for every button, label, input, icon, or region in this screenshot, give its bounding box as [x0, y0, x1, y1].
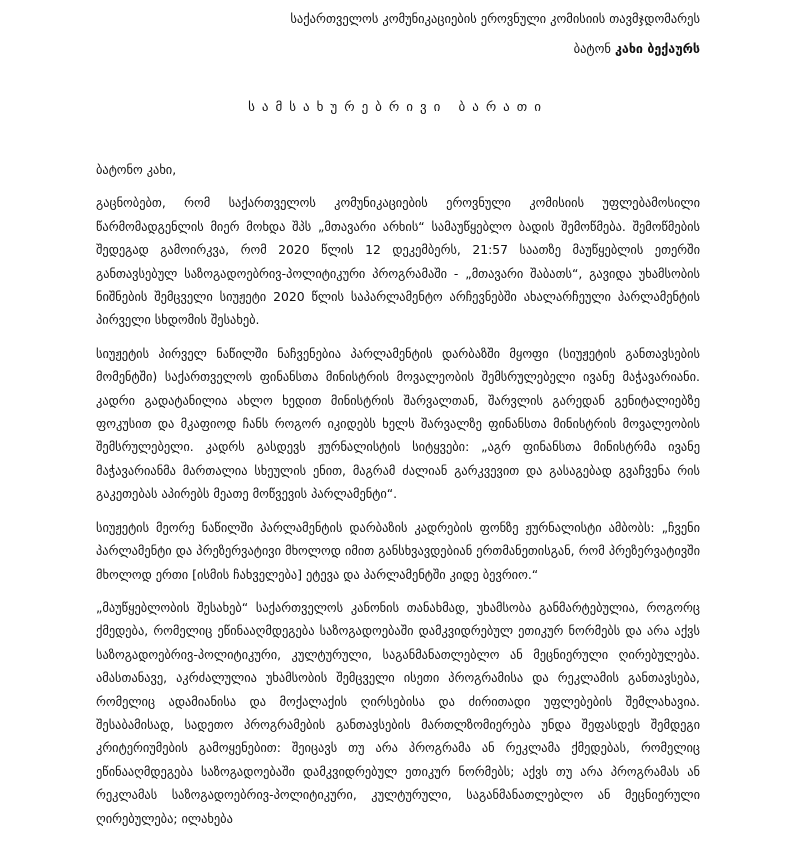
- addressee-name: კახი ბექაურს: [614, 41, 700, 56]
- document-body: [96, 158, 700, 840]
- paragraph-2: სიუჟეტის პირველ ნაწილში ნაჩვენებია პარლამენტის დარბაზში მყოფი (სიუჟეტის განთავსების მომენტში) საქართველოს ფინანსთა მინისტრის მოვალეობის შემსრულებელი ივანე მაჭავარიანი. კადრი გადატანილია ახლო ხედით მინისტრის შარვალთან, შარვლის გარედან გენიტალიებზე ფოკუსით და მკაფიოდ ჩანს როგორ იკიდებს ხელს შარვალზე ფინანსთა მინისტრის მოვალეობის შემსრულებელი. კადრს გასდევს ჟურნალისტის სიტყვები: „აგრ ფინანსთა მინისტრმა ივანე მაჭავარიანმა მართალია სხეულის ენით, მაგრამ ძალიან გარკვევით და გასაგებად გვაჩვენა რის გაკეთებას აპირებს მეათე მოწვევის პარლამენტი“.: [96, 345, 700, 502]
- paragraph-1: გაცნობებთ, რომ საქართველოს კომუნიკაციების ეროვნული კომისიის უფლებამოსილი წარმომადგენლის მიერ მოხდა შპს „მთავარი არხის“ სამაუწყებლო ბადის შემოწმება. შემოწმების შედეგად გამოირკვა, რომ 2020 წლის 12 დეკემბერს, 21:57 საათზე მაუწყებლის ეთერში განთავსებულ საზოგადოებრივ-პოლიტიკური პროგრამაში - „მთავარი შაბათს“, გავიდა უხამსობის ნიშნების შემცველი სიუჟეტი 2020 წლის საპარლამენტო არჩევნებში ახალარჩეული პარლამენტის პირველი სხდომის შესახებ.: [96, 195, 700, 328]
- greeting: ბატონო კახი,: [96, 162, 177, 177]
- addressee-name-line: [574, 37, 700, 61]
- addressee-line: საქართველოს კომუნიკაციების ეროვნული კომისიის თავმჯდომარეს: [290, 11, 700, 26]
- addressee-prefix: ბატონ: [573, 41, 611, 56]
- paragraph-4: „მაუწყებლობის შესახებ“ საქართველოს კანონის თანახმად, უხამსობა განმარტებულია, როგორც ქმედება, რომელიც ეწინააღმდეგება საზოგადოებაში დამკვიდრებულ ეთიკურ ნორმებს და არა აქვს საზოგადოებრივ-პოლიტიკური, კულტურული, საგანმანათლებლო ან მეცნიერული ღირებულება. ამასთანავე, აკრძალულია უხამსობის შემცველი ისეთი პროგრამისა და რეკლამის განთავსება, რომელიც ადამიანისა და მოქალაქის ღირსებისა და ძირითადი უფლებების შემლახავია. შესაბამისად, სადეთო პროგრამების განთავსების მართლზომიერება უნდა შეფასდეს შემდეგი კრიტერიუმების გამოყენებით: შეიცავს თუ არა პროგრამა ან რეკლამა ქმედებას, რომელიც ეწინააღმდეგება საზოგადოებაში დამკვიდრებულ ეთიკურ ნორმებს; აქვს თუ არა პროგრამას ან რეკლამას საზოგადოებრივ-პოლიტიკური, კულტურული, საგანმანათლებლო ან მეცნიერული ღირებულება; ილახება: [96, 599, 700, 826]
- document-title: სამსახურებრივი ბარათი: [248, 100, 548, 115]
- paragraph-3: სიუჟეტის მეორე ნაწილში პარლამენტის დარბაზის კადრების ფონზე ჟურნალისტი ამბობს: „ჩვენი პარლამენტი და პრეზერვატივი მხოლოდ იმით განსხვავდებიან ერთმანეთისგან, რომ პრეზერვატივში მხოლოდ ერთი [ისმის ჩახველება] ეტევა და პარლამენტში კიდე ბევრიო.“: [96, 519, 700, 582]
